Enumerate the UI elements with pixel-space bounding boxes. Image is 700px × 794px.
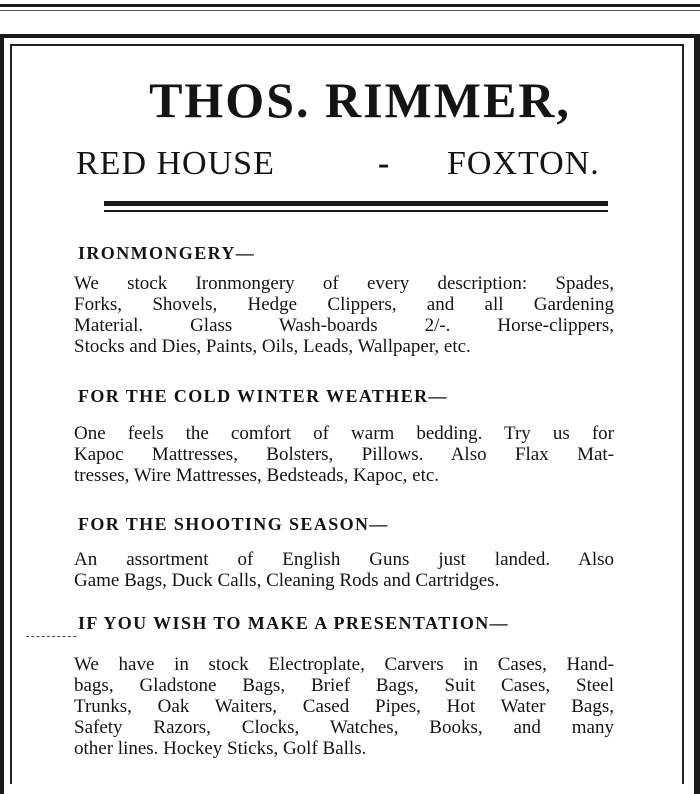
body-line: One feels the comfort of warm bedding. Try us for	[74, 423, 614, 444]
top-border-rule-thin	[0, 10, 700, 11]
header-divider-thick	[104, 201, 608, 206]
body-line: Material. Glass Wash-boards 2/-. Horse-clippers,	[74, 315, 614, 336]
body-line: Safety Razors, Clocks, Watches, Books, and many	[74, 717, 614, 738]
top-border-rule	[0, 4, 700, 7]
body-line: An assortment of English Guns just landed. Also	[74, 549, 614, 570]
body-line: We stock Ironmongery of every description: Spades,	[74, 273, 614, 294]
section-heading-presentation: IF YOU WISH TO MAKE A PRESENTATION—	[78, 613, 510, 633]
body-line: Forks, Shovels, Hedge Clippers, and all Gardening	[74, 294, 614, 315]
address-location: RED HOUSE	[76, 145, 275, 182]
section-body-shooting	[74, 549, 614, 591]
section-heading-ironmongery: IRONMONGERY—	[78, 243, 256, 263]
address-separator: -	[378, 145, 390, 182]
body-line: We have in stock Electroplate, Carvers in Cases, Hand-	[74, 654, 614, 675]
leader-dash-rule	[26, 636, 76, 637]
body-line: Game Bags, Duck Calls, Cleaning Rods and Cartridges.	[74, 570, 500, 591]
body-line: Trunks, Oak Waiters, Cased Pipes, Hot Water Bags,	[74, 696, 614, 717]
body-line: Stocks and Dies, Paints, Oils, Leads, Wallpaper, etc.	[74, 336, 471, 357]
address-town: FOXTON.	[447, 145, 600, 182]
section-body-ironmongery	[74, 273, 614, 357]
section-heading-winter: FOR THE COLD WINTER WEATHER—	[78, 386, 448, 406]
advert-title: THOS. RIMMER,	[149, 72, 571, 128]
section-heading-shooting: FOR THE SHOOTING SEASON—	[78, 514, 389, 534]
section-body-winter	[74, 423, 614, 486]
section-body-presentation	[74, 654, 614, 759]
header-divider-thin	[104, 210, 608, 212]
body-line: Kapoc Mattresses, Bolsters, Pillows. Also Flax Mat-	[74, 444, 614, 465]
body-line: other lines. Hockey Sticks, Golf Balls.	[74, 738, 367, 759]
body-line: bags, Gladstone Bags, Brief Bags, Suit Cases, Steel	[74, 675, 614, 696]
body-line: tresses, Wire Mattresses, Bedsteads, Kapoc, etc.	[74, 465, 440, 486]
